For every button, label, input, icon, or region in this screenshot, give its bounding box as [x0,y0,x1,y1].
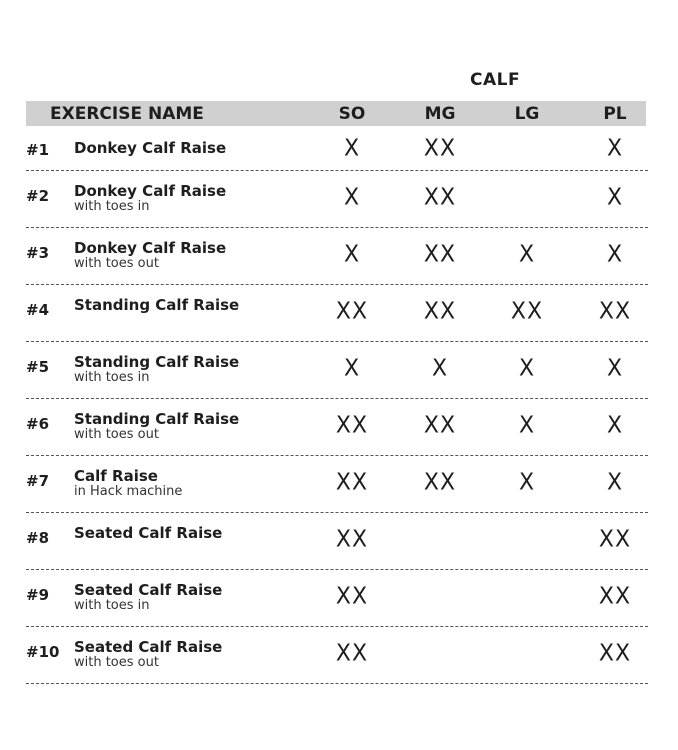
exercise-number: #5 [26,358,50,376]
table-row [26,285,648,342]
mark-pl: XX [598,298,632,325]
col-header-so: SO [338,104,366,124]
col-header-pl: PL [603,104,627,124]
mark-pl: XX [598,583,632,610]
mark-pl: XX [598,640,632,667]
table-row [26,513,648,570]
mark-pl: XX [598,526,632,553]
table-row [26,228,648,285]
exercise-name: Donkey Calf Raise [74,139,227,157]
exercise-number: #2 [26,187,50,205]
col-header-mg: MG [424,104,456,124]
mark-mg: XX [423,184,457,211]
mark-so: XX [335,298,369,325]
table-row [26,171,648,228]
table-row [26,399,648,456]
exercise-cell [74,140,226,157]
mark-so: X [343,241,361,268]
exercise-number: #6 [26,415,50,433]
mark-pl: X [606,184,624,211]
table-header [26,101,646,126]
mark-so: XX [335,640,369,667]
exercise-name: Standing Calf Raise [74,296,240,314]
mark-so: X [343,135,361,162]
table-row [26,342,648,399]
exercise-variation: with toes out [74,655,159,670]
exercise-name: Donkey Calf Raise [74,239,227,257]
col-header-lg: LG [514,104,540,124]
exercise-table [0,126,678,684]
mark-pl: X [606,241,624,268]
exercise-number: #4 [26,301,50,319]
exercise-number: #9 [26,586,50,604]
exercise-cell [74,468,182,499]
exercise-variation: in Hack machine [74,484,183,499]
exercise-name: Standing Calf Raise [74,353,240,371]
exercise-name: Seated Calf Raise [74,638,223,656]
exercise-name: Donkey Calf Raise [74,182,227,200]
table-row [26,126,648,171]
table-row [26,570,648,627]
mark-so: XX [335,583,369,610]
mark-so: XX [335,469,369,496]
exercise-name: Standing Calf Raise [74,410,240,428]
mark-pl: X [606,135,624,162]
exercise-number: #3 [26,244,50,262]
mark-lg: X [518,241,536,268]
mark-pl: X [606,355,624,382]
mark-mg: XX [423,469,457,496]
exercise-name: Calf Raise [74,467,158,485]
exercise-variation: with toes in [74,370,150,385]
exercise-cell [74,639,222,670]
mark-so: X [343,184,361,211]
mark-pl: X [606,469,624,496]
mark-mg: XX [423,412,457,439]
exercise-cell [74,411,239,442]
exercise-name-header: EXERCISE NAME [50,104,204,124]
mark-so: X [343,355,361,382]
exercise-number: #1 [26,141,50,159]
mark-mg: XX [423,298,457,325]
table-row [26,456,648,513]
mark-so: XX [335,526,369,553]
exercise-cell [74,240,226,271]
group-title: CALF [470,70,521,90]
mark-mg: XX [423,241,457,268]
exercise-number: #7 [26,472,50,490]
exercise-variation: with toes in [74,199,150,214]
exercise-cell [74,582,222,613]
exercise-variation: with toes out [74,256,159,271]
mark-lg: X [518,412,536,439]
exercise-variation: with toes out [74,427,159,442]
table-row [26,627,648,684]
exercise-number: #10 [26,643,60,661]
mark-lg: XX [510,298,544,325]
mark-mg: XX [423,135,457,162]
exercise-variation: with toes in [74,598,150,613]
exercise-cell [74,525,222,542]
mark-pl: X [606,412,624,439]
exercise-cell [74,354,239,385]
exercise-number: #8 [26,529,50,547]
exercise-cell [74,297,239,314]
mark-lg: X [518,355,536,382]
exercise-cell [74,183,226,214]
mark-lg: X [518,469,536,496]
mark-mg: X [431,355,449,382]
exercise-name: Seated Calf Raise [74,581,223,599]
mark-so: XX [335,412,369,439]
exercise-name: Seated Calf Raise [74,524,223,542]
